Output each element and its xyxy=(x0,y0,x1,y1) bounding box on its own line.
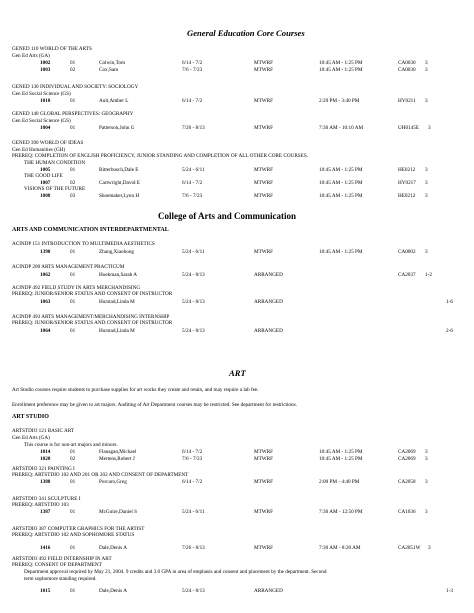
credit-hours: 3 xyxy=(425,249,428,255)
instructor-name: Hurstad,Linda M xyxy=(99,299,135,305)
instructor-name: Ault,Amber L xyxy=(99,98,129,104)
credit-hours: 3 xyxy=(425,180,428,186)
meeting-days: ARRANGED xyxy=(254,588,283,594)
course-line: ACINDP 151 INTRODUCTION TO MULTIMEDIA AESTHETICS xyxy=(12,241,155,247)
session-dates: 6/14 - 7/2 xyxy=(182,479,203,485)
meeting-time: 7:30 AM - 12:50 PM xyxy=(319,509,363,515)
course-line: ARTSTDIO 321 PAINTING I xyxy=(12,466,75,472)
course-line: ARTSTDIO 341 SCULPTURE I xyxy=(12,496,81,502)
meeting-days: MTWRF xyxy=(254,509,274,515)
room-number: CA1036 xyxy=(398,509,416,515)
class-number: 1416 xyxy=(40,545,51,551)
course-line: THE GOOD LIFE xyxy=(24,173,63,179)
section-number: 01 xyxy=(70,449,76,455)
instructor-name: Porcaro,Greg xyxy=(99,479,127,485)
meeting-days: MTWRF xyxy=(254,60,274,66)
course-line: Art Studio courses require students to purchase supplies for art works they create and retain, and may require a lab fee. xyxy=(12,387,259,393)
instructor-name: Flanagan,Michael xyxy=(99,449,137,455)
instructor-name: Hurstad,Linda M xyxy=(99,328,135,334)
room-number: CA0030 xyxy=(398,67,416,73)
section-number: 01 xyxy=(70,249,76,255)
credit-hours: 3 xyxy=(425,509,428,515)
credit-hours: 2-6 xyxy=(446,328,453,334)
room-number: CA2037 xyxy=(398,272,416,278)
course-line: GENED 110 WORLD OF THE ARTS xyxy=(12,46,92,52)
course-line: PREREQ: JUNIOR/SENIOR STATUS AND CONSENT OF INSTRUCTOR xyxy=(12,320,173,326)
meeting-time: 10:45 AM - 1:25 PM xyxy=(319,449,363,455)
meeting-time: 2:00 PM - 4:40 PM xyxy=(319,479,360,485)
room-number: CA2058 xyxy=(398,479,416,485)
instructor-name: Cox,Sam xyxy=(99,67,119,73)
session-dates: 5/24 - 6/11 xyxy=(182,167,205,173)
meeting-days: MTWRF xyxy=(254,249,274,255)
class-number: 1007 xyxy=(40,180,51,186)
meeting-time: 10:45 AM - 1:25 PM xyxy=(319,67,363,73)
section-number: 03 xyxy=(70,193,76,199)
credit-hours: 3 xyxy=(425,60,428,66)
college-heading: College of Arts and Communication xyxy=(158,211,296,221)
course-line: GENED 390 WORLD OF IDEAS xyxy=(12,140,84,146)
instructor-name: Shoemaker,Lynn H xyxy=(99,193,140,199)
course-line: Gen Ed Humanities (GH) xyxy=(12,147,66,153)
room-number: CA2051W xyxy=(398,545,421,551)
instructor-name: Mertens,Robert J xyxy=(99,456,135,462)
class-number: 1002 xyxy=(40,60,51,66)
course-line: GENED 140 GLOBAL PERSPECTIVES: GEOGRAPHY xyxy=(12,111,134,117)
section-number: 01 xyxy=(70,328,76,334)
meeting-days: MTWRF xyxy=(254,545,274,551)
instructor-name: Cartwright,David E xyxy=(99,180,140,186)
credit-hours: 3 xyxy=(428,125,431,131)
instructor-name: Dale,Denis A xyxy=(99,545,127,551)
course-line: THE HUMAN CONDITION xyxy=(24,160,86,166)
meeting-days: MTWRF xyxy=(254,180,274,186)
room-number: CA0002 xyxy=(398,249,416,255)
credit-hours: 3 xyxy=(425,167,428,173)
room-number: CA0030 xyxy=(398,60,416,66)
class-number: 1062 xyxy=(40,272,51,278)
class-number: 1063 xyxy=(40,299,51,305)
credit-hours: 3 xyxy=(425,193,428,199)
section-number: 01 xyxy=(70,588,76,594)
session-dates: 7/26 - 8/13 xyxy=(182,125,205,131)
instructor-name: Hoekman,Sarah A xyxy=(99,272,138,278)
meeting-time: 10:45 AM - 1:25 PM xyxy=(319,456,363,462)
meeting-days: ARRANGED xyxy=(254,299,283,305)
meeting-days: MTWRF xyxy=(254,479,274,485)
meeting-days: MTWRF xyxy=(254,125,274,131)
meeting-days: MTWRF xyxy=(254,98,274,104)
art-heading: ART xyxy=(229,368,246,378)
course-line: ACINDP 200 ARTS MANAGEMENT PRACTICUM xyxy=(12,264,125,270)
meeting-time: 7:30 AM - 8:20 AM xyxy=(319,545,361,551)
class-number: 1014 xyxy=(40,449,51,455)
page-title: General Education Core Courses xyxy=(187,28,305,38)
class-number: 1390 xyxy=(40,249,51,255)
session-dates: 6/14 - 7/2 xyxy=(182,449,203,455)
meeting-days: MTWRF xyxy=(254,67,274,73)
class-number: 1005 xyxy=(40,167,51,173)
course-line: Enrollment preference may be given to art majors. Auditing of Art Department courses may be restricted. See department for restrictions. xyxy=(12,402,297,408)
class-number: 1004 xyxy=(40,125,51,131)
course-line: Gen Ed Social Science (GS) xyxy=(12,118,71,124)
room-number: CA2069 xyxy=(398,449,416,455)
course-line: PREREQ: COMPLETION OF ENGLISH PROFICIENCY, JUNIOR STANDING AND COMPLETION OF ALL OTHER CORE COURSES. xyxy=(12,153,309,159)
section-number: 01 xyxy=(70,299,76,305)
room-number: HE0212 xyxy=(398,167,416,173)
credit-hours: 3 xyxy=(425,456,428,462)
course-line: PREREQ: JUNIOR/SENIOR STATUS AND CONSENT OF INSTRUCTOR xyxy=(12,291,173,297)
instructor-name: Zhang,Xiaohong xyxy=(99,249,135,255)
session-dates: 5/24 - 8/13 xyxy=(182,328,205,334)
room-number: UH0145E xyxy=(398,125,420,131)
session-dates: 7/26 - 8/13 xyxy=(182,545,205,551)
course-line: ACINDP 493 ARTS MANAGEMENT/MERCHANDISING INTERNSHIP xyxy=(12,314,170,320)
meeting-days: MTWRF xyxy=(254,193,274,199)
credit-hours: 1-6 xyxy=(446,299,453,305)
course-line: term sophomore standing required. xyxy=(24,576,97,582)
course-line: This course is for non-art majors and minors. xyxy=(24,442,118,448)
course-line: ARTSTDIO 121 BASIC ART xyxy=(12,428,75,434)
course-line: Gen Ed Social Science (GS) xyxy=(12,91,71,97)
room-number: CA2069 xyxy=(398,456,416,462)
session-dates: 7/6 - 7/23 xyxy=(182,67,203,73)
course-line: PREREQ: CONSENT OF DEPARTMENT xyxy=(12,562,102,568)
section-number: 01 xyxy=(70,60,76,66)
room-number: HY0217 xyxy=(398,180,416,186)
course-line: Gen Ed Arts (GA) xyxy=(12,435,50,441)
class-number: 1008 xyxy=(40,193,51,199)
class-number: 1015 xyxy=(40,588,51,594)
meeting-time: 7:30 AM - 10:10 AM xyxy=(319,125,364,131)
section-number: 01 xyxy=(70,509,76,515)
class-number: 1064 xyxy=(40,328,51,334)
session-dates: 5/24 - 8/13 xyxy=(182,299,205,305)
instructor-name: McGuire,Daniel S xyxy=(99,509,138,515)
session-dates: 6/14 - 7/2 xyxy=(182,180,203,186)
meeting-days: ARRANGED xyxy=(254,328,283,334)
credit-hours: 3 xyxy=(425,98,428,104)
room-number: HE0212 xyxy=(398,193,416,199)
course-line: ARTSTDIO 387 COMPUTER GRAPHICS FOR THE ARTIST xyxy=(12,526,145,532)
session-dates: 7/6 - 7/23 xyxy=(182,193,203,199)
credit-hours: 1-3 xyxy=(446,588,453,594)
course-line: VISIONS OF THE FUTURE xyxy=(24,186,86,192)
art-studio-heading: ART STUDIO xyxy=(12,414,49,420)
section-number: 02 xyxy=(70,67,76,73)
meeting-time: 2:20 PM - 3:40 PM xyxy=(319,98,360,104)
session-dates: 7/6 - 7/23 xyxy=(182,456,203,462)
section-number: 01 xyxy=(70,545,76,551)
class-number: 1003 xyxy=(40,67,51,73)
session-dates: 5/24 - 8/13 xyxy=(182,588,205,594)
session-dates: 6/14 - 7/2 xyxy=(182,98,203,104)
instructor-name: Patterson,John G xyxy=(99,125,135,131)
section-number: 02 xyxy=(70,180,76,186)
meeting-time: 10:45 AM - 1:25 PM xyxy=(319,249,363,255)
course-line: PREREQ: ARTSTDIO 103 xyxy=(12,502,69,508)
instructor-name: Colwin,Tom xyxy=(99,60,126,66)
session-dates: 5/24 - 6/11 xyxy=(182,509,205,515)
section-number: 01 xyxy=(70,167,76,173)
section-number: 01 xyxy=(70,98,76,104)
course-line: ARTSTDIO 492 FIELD INTERNSHIP IN ART xyxy=(12,556,112,562)
course-line: PREREQ: ARTSTDIO 102 AND SOPHOMORE STATUS xyxy=(12,532,135,538)
class-number: 1387 xyxy=(40,509,51,515)
meeting-days: MTWRF xyxy=(254,456,274,462)
credit-hours: 3 xyxy=(425,479,428,485)
class-number: 1010 xyxy=(40,98,51,104)
section-number: 01 xyxy=(70,272,76,278)
credit-hours: 1-2 xyxy=(425,272,432,278)
course-line: Department approval required by May 21, 2004. 9 credits and 3.0 GPA in area of emphasis and consent and placement by the department. Second xyxy=(24,569,327,575)
course-line: ACINDP 492 FIELD STUDY IN ARTS MERCHANDISING xyxy=(12,285,141,291)
session-dates: 6/14 - 7/2 xyxy=(182,60,203,66)
course-line: Gen Ed Arts (GA) xyxy=(12,53,50,59)
class-number: 1388 xyxy=(40,479,51,485)
meeting-days: MTWRF xyxy=(254,167,274,173)
section-number: 01 xyxy=(70,125,76,131)
meeting-days: MTWRF xyxy=(254,449,274,455)
session-dates: 5/24 - 6/11 xyxy=(182,249,205,255)
meeting-time: 10:45 AM - 1:25 PM xyxy=(319,60,363,66)
section-number: 02 xyxy=(70,456,76,462)
credit-hours: 3 xyxy=(428,545,431,551)
credit-hours: 3 xyxy=(425,449,428,455)
meeting-time: 10:45 AM - 1:25 PM xyxy=(319,167,363,173)
meeting-days: ARRANGED xyxy=(254,272,283,278)
room-number: HY0211 xyxy=(398,98,416,104)
class-number: 1020 xyxy=(40,456,51,462)
course-line: PREREQ: ARTSTDIO 102 AND 201 OR 202 AND CONSENT OF DEPARTMENT xyxy=(12,472,189,478)
section-number: 01 xyxy=(70,479,76,485)
meeting-time: 10:45 AM - 1:25 PM xyxy=(319,180,363,186)
instructor-name: Ritterbusch,Dale E xyxy=(99,167,139,173)
instructor-name: Dale,Denis A xyxy=(99,588,127,594)
credit-hours: 3 xyxy=(425,67,428,73)
course-line: GENED 130 INDIVIDUAL AND SOCIETY: SOCIOLOGY xyxy=(12,84,139,90)
interdepartmental-heading: ARTS AND COMMUNICATION INTERDEPARTMENTAL xyxy=(12,227,169,233)
session-dates: 5/24 - 8/13 xyxy=(182,272,205,278)
meeting-time: 10:45 AM - 1:25 PM xyxy=(319,193,363,199)
